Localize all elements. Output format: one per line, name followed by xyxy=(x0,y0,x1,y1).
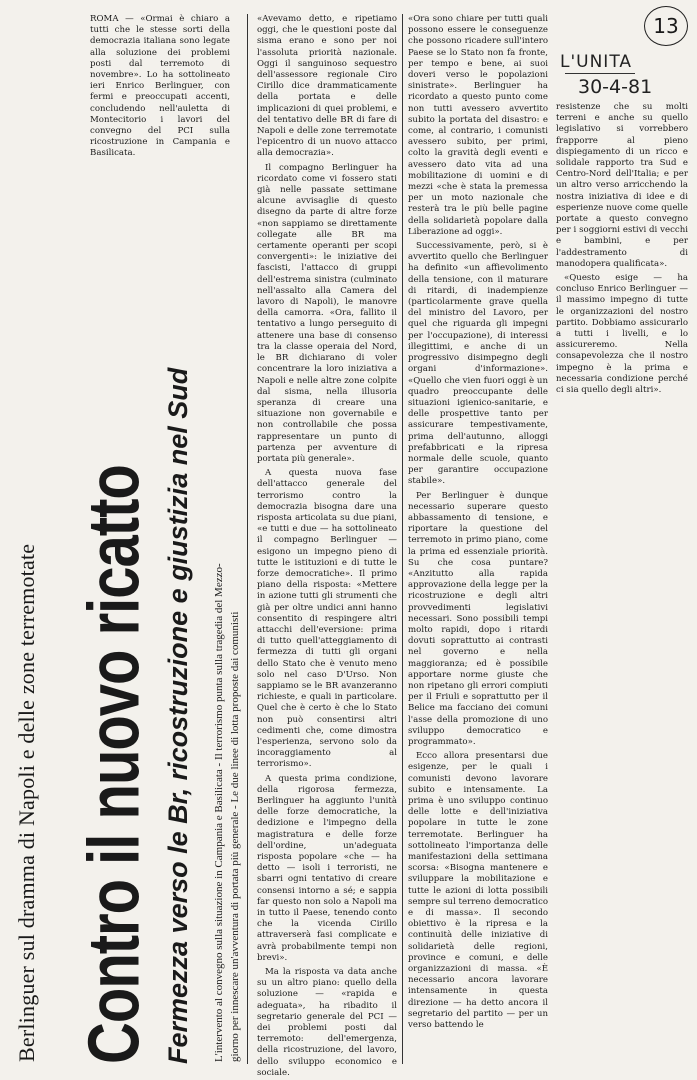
subhead: Fermezza verso le Br, ricostruzione e giustizia nel Sud xyxy=(163,367,193,1064)
paragraph: «Avevamo detto, e ripetiamo oggi, che le questioni poste dal sisma erano e sono per noi l'assoluta priorità nazionale. Oggi il sanguinoso sequestro dell'assessore regionale Ciro Cirillo dice drammaticamente della portata e delle implicazioni di quei problemi, e del tentativo delle BR di fare di Napoli e delle zone terremotate l'epicentro di un nuovo attacco alla democrazia». xyxy=(257,14,397,159)
column-2 xyxy=(257,14,397,1078)
deck-line-2: giorno per innescare un'avventura di portata più generale - Le due linee di lotta proposte dai comunisti xyxy=(229,611,241,1062)
source-underline xyxy=(565,73,635,74)
headline: Contro il nuovo ricatto xyxy=(73,465,155,1064)
source-note: L'UNITA xyxy=(560,52,633,72)
column-1 xyxy=(90,14,230,159)
paragraph: Successivamente, però, si è avvertito quello che Berlinguer ha definito «un affievolimento della tensione, con il maturare di ritardi, di inadempienze (particolarmente grave quella del ministro del Lavoro, per quel che riguarda gli impegni per l'occupazione), di interessi illegittimi, e anche di un progressivo disimpegno degli organi d'informazione». «Quello che vien fuori oggi è un quadro preoccupante delle situazioni igienico-sanitarie, e delle prospettive tanto per assicurare tempestivamente, prima dell'autunno, alloggi prefabbricati e la ripresa normale delle scuole, quanto per garantire occupazione stabile». xyxy=(408,241,548,487)
column-divider xyxy=(247,14,248,1064)
paragraph: «Questo esige — ha concluso Enrico Berlinguer — il massimo impegno di tutte le organizzazioni del nostro partito. Dobbiamo assicurarlo a tutti i livelli, e lo assicureremo. Nella consapevolezza che il nostro impegno è la prima e necessaria condizione perché ci sia quello degli altri». xyxy=(556,273,688,396)
paragraph: resistenze che su molti terreni e anche su quello legislativo si vorrebbero frapporre al pieno dispiegamento di un ricco e solidale rapporto tra Sud e Centro-Nord dell'Italia; e per un altro verso arricchendo la nostra iniziativa di idee e di esperienze nuove come quelle portate a questo convegno per i soggiorni estivi di vecchi e bambini, e per l'addestramento di manodopera qualificata». xyxy=(556,102,688,269)
page-number-circle xyxy=(644,6,688,46)
paragraph: Il compagno Berlinguer ha ricordato come vi fossero stati già nelle passate settimane alcune avvisaglie di questo disegno da parte di altre forze «non sappiamo se direttamente collegate alle BR ma certamente operanti per scopi convergenti»: le iniziative dei fascisti, l'attacco di gruppi dell'estrema sinistra (culminato nell'assalto alla Camera del lavoro di Napoli), le manovre della camorra. «Ora, fallito il tentativo a lungo perseguito di attenere una base di consenso tra la classe operaia del Nord, le BR dichiarano di voler concentrare la loro iniziativa a Napoli e nelle altre zone colpite dal sisma, nella illusoria speranza di creare una situazione non governabile e non controllabile che possa rappresentare un punto di partenza per avventure di portata più generale». xyxy=(257,162,397,464)
paragraph: ROMA — «Ormai è chiaro a tutti che le stesse sorti della democrazia italiana sono legate alla soluzione dei problemi posti dal terremoto di novembre». Lo ha sottolineato ieri Enrico Berlinguer, con fermi e preoccupati accenti, concludendo nell'auletta di Montecitorio i lavori del convegno del PCI sulla ricostruzione in Campania e Basilicata. xyxy=(90,14,230,159)
date-note: 30-4-81 xyxy=(578,76,653,98)
deck-line-1: L'intervento al convegno sulla situazione in Campania e Basilicata - Il terrorismo punta sulla tragedia del Mezzo- xyxy=(213,563,225,1062)
page-number: 13 xyxy=(653,14,679,38)
kicker-line: Berlinguer sul dramma di Napoli e delle zone terremotate xyxy=(14,543,39,1062)
column-divider xyxy=(402,14,403,1064)
paragraph: A questa nuova fase dell'attacco generale del terrorismo contro la democrazia bisogna dare una risposta articolata su due piani, «e tutti e due — ha sottolineato il compagno Berlinguer — esigono un impegno pieno di tutte le istituzioni e di tutte le forze democratiche». Il primo piano della risposta: «Mettere in azione tutti gli strumenti che già per oltre undici anni hanno consentito di respingere altri attacchi dell'eversione: prima di tutto quell'atteggiamento di fermezza di tutti gli organi dello Stato che è venuto meno solo nel caso D'Urso. Non sappiamo se le BR avanzeranno richieste, e quali in particolare. Quel che è certo è che lo Stato non può consentirsi altri cedimenti che, come dimostra l'esperienza, servono solo da incoraggiamento al terrorismo». xyxy=(257,468,397,770)
column-3 xyxy=(408,14,548,1066)
paragraph: Ma la risposta va data anche su un altro piano: quello della soluzione — «rapida e adeguata», ha ribadito il segretario generale del PCI — dei problemi posti dal terremoto: dell'emergenza, della ricostruzione, del lavoro, dello sviluppo economico e sociale. xyxy=(257,967,397,1078)
paragraph: Ecco allora presentarsi due esigenze, per le quali i comunisti devono lavorare subito e intensamente. La prima è uno sviluppo continuo delle lotte e dell'iniziativa popolare in tutte le zone terremotate. Berlinguer ha sottolineato l'importanza delle manifestazioni della settimana scorsa: «Bisogna mantenere e sviluppare la mobilitazione e tutte le azioni di lotta possibili sempre sul terreno democratico e di massa». Il secondo obiettivo è la ripresa e la continuità delle iniziative di solidarietà delle regioni, province e comuni, e delle organizzazioni di massa. «È necessario ancora lavorare intensamente in questa direzione — ha detto ancora il segretario del partito — per un verso battendo le xyxy=(408,751,548,1031)
column-4 xyxy=(556,102,688,402)
paragraph: «Ora sono chiare per tutti quali possono essere le conseguenze che possono ricadere sull'intero Paese se lo Stato non fa fronte, per tempo e bene, ai suoi doveri verso le popolazioni sinistrate». Berlinguer ha ricordato a questo punto come non tutti avessero avvertito subito la portata del disastro: e come, al contrario, i comunisti avessero subito, per primi, colto la gravità degli eventi e avessero dato vita ad una mobilitazione di uomini e di mezzi «che è stata la premessa per un moto nazionale che resterà tra le più belle pagine della solidarietà popolare dalla Liberazione ad oggi». xyxy=(408,14,548,237)
paragraph: A questa prima condizione, della rigorosa fermezza, Berlinguer ha aggiunto l'unità delle forze democratiche, la dedizione e l'impegno della magistratura e delle forze dell'ordine, un'adeguata risposta popolare «che — ha detto — isoli i terroristi, ne sbarri ogni tentativo di creare consensi intorno a sé; e sappia far questo non solo a Napoli ma in tutto il Paese, tenendo conto che la vicenda Cirillo attraverserà fasi complicate e avrà probabilmente tempi non brevi». xyxy=(257,773,397,963)
paragraph: Per Berlinguer è dunque necessario superare questo abbassamento di tensione, e riportare la questione del terremoto in primo piano, come la prima ed essenziale priorità. Su che cosa puntare? «Anzitutto alla rapida approvazione della legge per la ricostruzione e degli altri provvedimenti legislativi necessari. Sono possibili tempi molto rapidi, dopo i ritardi dovuti soprattutto ai contrasti nel governo e nella maggioranza; ed è possibile apportare norme giuste che non ripetano gli errori compiuti per il Friuli e soprattutto per il Belice ma facciano dei comuni l'asse della promozione di uno sviluppo democratico e programmato». xyxy=(408,490,548,747)
